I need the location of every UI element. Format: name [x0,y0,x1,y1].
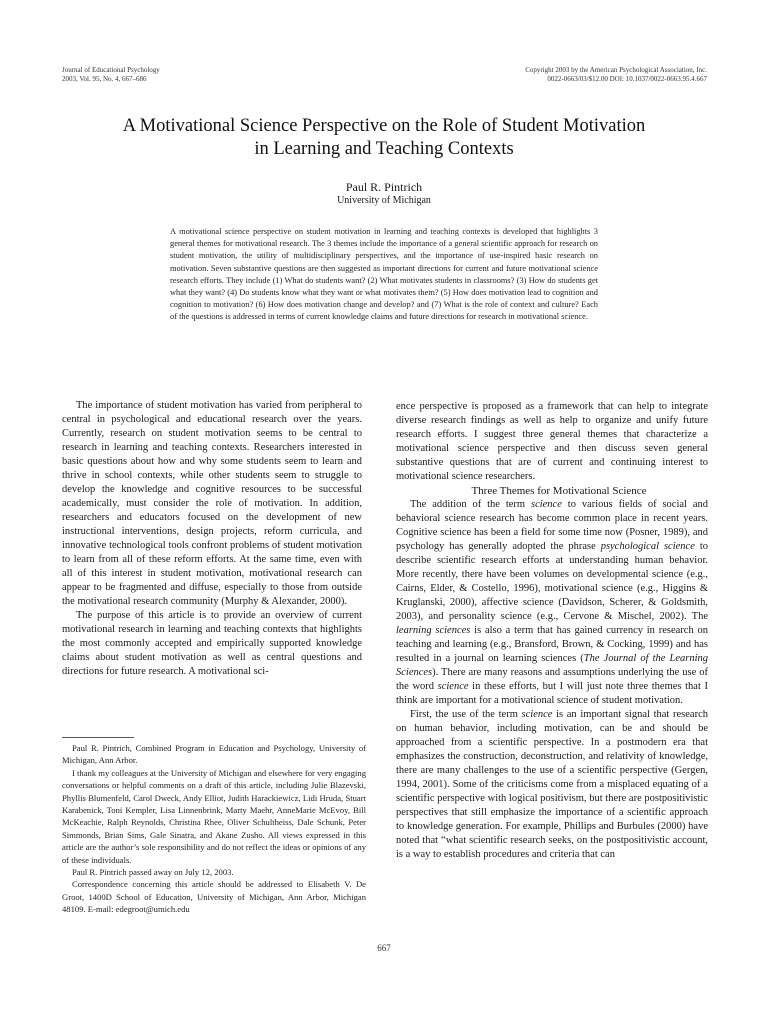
text-run: is also a term that has gained currency in research on teaching and learning (e.g., Bransford, Brown, & Cocking, 1999) and has resulted in a journal on learning sciences ( [396,625,708,664]
footnote-affiliation: Paul R. Pintrich, Combined Program in Education and Psychology, University of Michigan, Ann Arbor. [62,743,366,766]
footnote-memorial: Paul R. Pintrich passed away on July 12, 2003. [72,867,234,878]
italic-term: learning sciences [396,625,471,636]
footnote-divider [62,737,134,738]
abstract: A motivational science perspective on student motivation in learning and teaching contexts is developed that highlights 3 general themes for motivational research. The 3 themes include the importance of a general scientific approach for research on student motivation, the utility of multidisciplinary perspectives, and the importance of use-inspired basic research on motivation. Seven substantive questions are then suggested as important directions for current and future motivational science research efforts. They include (1) What do students want? (2) What motivates students in classrooms? (3) How do students get what they want? (4) Do students know what they want or what motivates them? (5) How does motivation lead to cognition and cognition to motivation? (6) How does motivation change and develop? and (7) What is the role of context and culture? Each of the questions is addressed in terms of current knowledge claims and future directions for research in motivational science. [170,227,598,322]
italic-term: psychological science [600,541,695,552]
journal-volume: 2003, Vol. 95, No. 4, 667–686 [62,74,147,83]
text-run: to describe scientific research efforts at understanding human behavior. More recently, there have been volumes on developmental science (e.g., Cairns, Elder, & Costello, 1996), motivational science (e.g., Higgins & Kruglanski, 2000), affective science (Davidson, Scherer, & Goldsmith, 2003), and personality science (e.g., Cervone & Mischel, 2002). The [396,541,708,622]
copyright-notice [525,66,707,83]
text-run: ). There are many reasons and assumptions underlying the use of the word [396,667,708,692]
text-run: is an important signal that research on human behavior, including motivation, can be and should be approached from a scientific perspective. In a postmodern era that emphasizes the construction, deconstruction, and relativity of knowledge, there are many challenges to the use of a scientific perspective (Gergen, 1994, 2001). Some of the criticisms come from a misplaced equating of a scientific perspective with logical positivism, but there are postpositivistic perspectives that still emphasize the importance of a scientific approach to knowledge generation. For example, Phillips and Burbules (2000) have noted that “what scientific research seeks, on the postpositivistic account, is a way to establish procedures and criteria that can [396,709,708,860]
left-column [62,399,362,679]
author-name: Paul R. Pintrich [345,180,423,194]
text-run: in these efforts, but I will just note three themes that I think are important for a motivational science of student motivation. [396,681,708,706]
journal-name: Journal of Educational Psychology [62,66,160,74]
intro-paragraph-1: The importance of student motivation has varied from peripheral to central in psychological and educational research over the years. Currently, research on student motivation seems to be central to research in learning and teaching contexts. Researchers interested in basic questions about how and why some students seem to learn and thrive in school contexts, while other students seem to struggle to develop the knowledge and cognitive resources to be successful academically, must consider the role of motivation. In addition, researchers and educators focused on the development of new instructional interventions, design projects, reform curricula, and innovative technological tools confront problems of student motivation to learn from all of these reform efforts. At the same time, even with all of this interest in student motivation, motivational research can appear to be fragmented and diffuse, especially to those from outside the motivational research community (Murphy & Alexander, 2000). [62,400,362,607]
text-run: The addition of the term [410,499,531,510]
article-title [40,115,728,161]
themes-paragraph-2 [396,708,708,862]
doi-line: 0022-0663/03/$12.00 DOI: 10.1037/0022-0663.95.4.667 [547,74,707,83]
author-note [62,742,366,916]
section-heading: Three Themes for Motivational Science [471,485,647,497]
footnote-acknowledgments: I thank my colleagues at the University of Michigan and elsewhere for very engaging conversations or helpful comments on a draft of this article, including Julie Blazevski, Phyllis Blumenfeld, Carol Dweck, Andy Elliot, Judith Harackiewicz, Lidi Hruda, Stuart Karabenick, Toni Kempler, Lisa Linnenbrink, Marty Maehr, AnneMarie McEvoy, Bill McKeachie, Ralph Reynolds, Christina Rhee, Oliver Schultheiss, Dale Schunk, Peter Simmonds, Brian Sims, Gale Sinatra, and Akane Zusho. All views expressed in this article are the author’s sole responsibility and do not reflect the ideas or opinions of any of these individuals. [62,767,366,865]
copyright-line: Copyright 2003 by the American Psychological Association, Inc. [525,66,707,74]
intro-paragraph-2: The purpose of this article is to provide an overview of current motivational research in learning and teaching contexts that highlights the most commonly accepted and empirically supported knowledge claims about student motivation as well as central questions and directions for future research. A motivational sci- [62,610,362,677]
journal-title-italic: The Journal of the Learning Sciences [396,653,709,678]
right-column [396,400,708,862]
italic-term: science [530,499,562,510]
footnote-correspondence: Correspondence concerning this article should be addressed to Elisabeth V. De Groot, 1400D School of Education, University of Michigan, Ann Arbor, Michigan 48109. E-mail: edegroot@umich.edu [62,879,366,915]
intro-continuation: ence perspective is proposed as a framework that can help to integrate diverse research findings as well as help to organize and unify future research efforts. I suggest three general themes that characterize a motivational science perspective and then discuss seven general substantive questions that are of current and continuing interest to motivational science researchers. [396,401,708,482]
author-affiliation: University of Michigan [337,195,431,206]
themes-paragraph-1 [396,498,708,708]
italic-term: science [521,709,553,720]
text-run: to various fields of social and behavioral science research has become common place in recent years. Cognitive science has been a field for some time now (Posner, 1989), and psychology has generally adopted the phrase [396,499,708,552]
journal-citation [62,66,160,83]
italic-term: science [437,681,469,692]
title-line-2: in Learning and Teaching Contexts [254,139,514,159]
page-number: 667 [377,943,391,953]
title-line-1: A Motivational Science Perspective on the Role of Student Motivation [122,116,646,136]
text-run: First, the use of the term [410,709,522,720]
